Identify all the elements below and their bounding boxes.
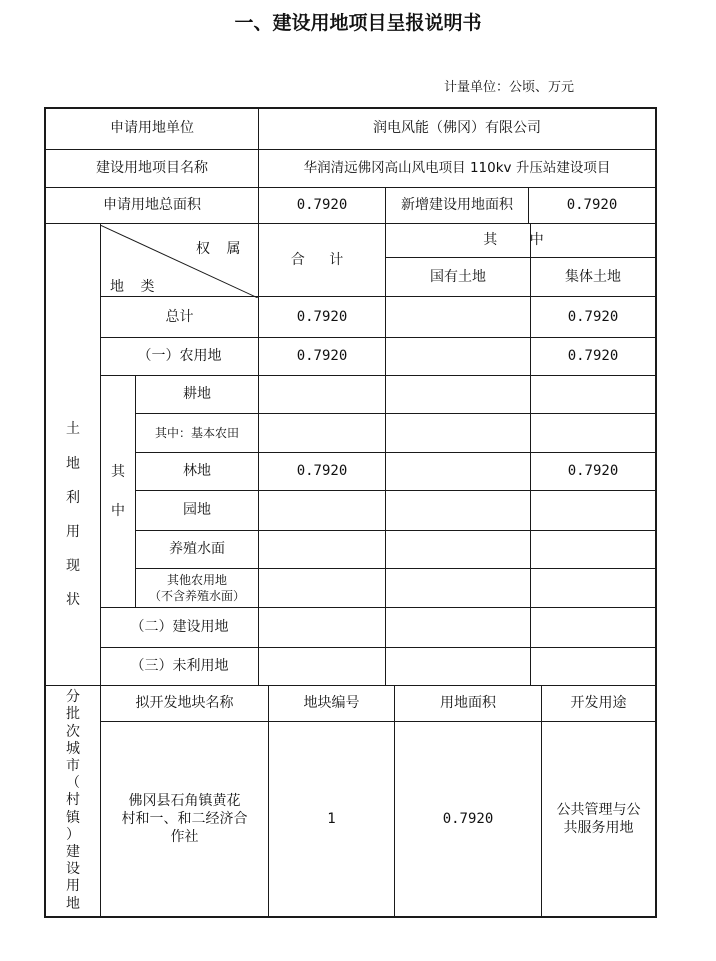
row-collective: 0.7920	[567, 348, 619, 365]
row-name: 养殖水面	[169, 541, 225, 558]
row-state	[386, 338, 530, 375]
row-name: 总计	[165, 308, 194, 325]
row-state	[386, 531, 530, 568]
row-total: 0.7920	[296, 348, 348, 365]
total-area-label: 申请用地总面积	[103, 197, 201, 214]
side-char: 市	[66, 757, 80, 774]
side-char: 批	[66, 706, 80, 723]
row-total	[259, 414, 385, 452]
header-ownership: 权 属	[196, 241, 247, 257]
applicant-label: 申请用地单位	[110, 120, 194, 137]
header-landtype: 地 类	[110, 279, 161, 295]
batch-header-code: 地块编号	[303, 695, 360, 712]
row-state	[386, 608, 530, 647]
header-collective-land: 集体土地	[565, 268, 621, 285]
row-collective	[531, 608, 655, 647]
header-state-land: 国有土地	[430, 268, 486, 285]
batch-header-area: 用地面积	[440, 695, 496, 712]
new-area-label: 新增建设用地面积	[401, 197, 513, 214]
side-char: 用	[66, 878, 80, 895]
side-char: 次	[66, 723, 80, 740]
side-char: 设	[66, 861, 80, 878]
row-name-line: 其他农用地	[166, 572, 227, 587]
row-total	[259, 608, 385, 647]
side-char: ）	[66, 826, 80, 843]
row-state	[386, 491, 530, 530]
row-collective	[531, 569, 655, 607]
project-name-value: 华润清远佛冈高山风电项目 110kv 升压站建设项目	[303, 159, 611, 176]
row-name: （二）建设用地	[130, 619, 229, 636]
new-area-value: 0.7920	[566, 197, 618, 214]
row-name	[136, 569, 258, 607]
row-collective	[531, 414, 655, 452]
side-char: 土	[66, 421, 80, 438]
project-name-label: 建设用地项目名称	[96, 160, 208, 177]
side-char: 分	[66, 689, 80, 706]
row-collective: 0.7920	[567, 308, 619, 325]
applicant-value: 润电风能（佛冈）有限公司	[373, 120, 541, 137]
row-name: （三）未利用地	[130, 658, 229, 675]
side-char: 利	[66, 489, 80, 506]
sub-char: 其	[111, 464, 125, 481]
plot-name-line: 佛冈县石角镇黄花	[128, 792, 241, 809]
side-char: 镇	[66, 809, 80, 826]
plot-use-line: 公共管理与公	[556, 801, 641, 818]
batch-header-use: 开发用途	[570, 695, 627, 712]
plot-area: 0.7920	[442, 810, 494, 827]
row-state	[386, 648, 530, 685]
row-name: （一）农用地	[137, 348, 222, 365]
row-state	[386, 453, 530, 490]
page-title: 一、建设用地项目呈报说明书	[234, 12, 482, 34]
side-char: 地	[66, 895, 80, 912]
side-char: 状	[66, 592, 80, 609]
plot-code: 1	[327, 810, 336, 827]
plot-use	[542, 722, 655, 916]
batch-header-name: 拟开发地块名称	[135, 695, 234, 712]
row-name-line: （不含养殖水面）	[148, 589, 245, 603]
row-collective	[531, 531, 655, 568]
row-name: 林地	[183, 463, 211, 480]
row-state	[386, 376, 530, 413]
land-status-side-label	[46, 400, 100, 630]
side-char: 村	[66, 792, 80, 809]
plot-name-line: 村和一、和二经济合	[121, 810, 248, 827]
header-total: 合 计	[290, 251, 354, 268]
row-total	[259, 491, 385, 530]
row-total	[259, 569, 385, 607]
row-collective	[531, 648, 655, 685]
row-total	[259, 531, 385, 568]
row-collective	[531, 491, 655, 530]
row-total	[259, 648, 385, 685]
row-name: 园地	[183, 502, 211, 519]
row-total	[259, 376, 385, 413]
side-char: 现	[66, 558, 80, 575]
side-char: 用	[66, 524, 80, 540]
row-total: 0.7920	[296, 308, 348, 325]
row-collective	[531, 376, 655, 413]
sub-label	[101, 376, 135, 607]
side-char: （	[66, 775, 80, 792]
side-char: 建	[66, 844, 80, 860]
row-name: 其中：基本农田	[154, 425, 239, 440]
row-state	[386, 414, 530, 452]
plot-name	[101, 722, 268, 916]
sub-char: 中	[111, 502, 125, 519]
row-total: 0.7920	[296, 463, 348, 480]
unit-note: 计量单位：公顷、万元	[444, 80, 575, 95]
header-among: 其 中	[483, 232, 558, 249]
row-collective: 0.7920	[567, 463, 619, 480]
row-state	[386, 297, 530, 337]
plot-use-line: 共服务用地	[563, 820, 634, 836]
side-char: 城	[66, 740, 80, 757]
side-char: 地	[66, 455, 80, 472]
total-area-value: 0.7920	[296, 197, 348, 214]
batch-side-label	[46, 688, 100, 914]
plot-name-line: 作社	[170, 829, 199, 846]
row-state	[386, 569, 530, 607]
row-name: 耕地	[183, 386, 211, 403]
